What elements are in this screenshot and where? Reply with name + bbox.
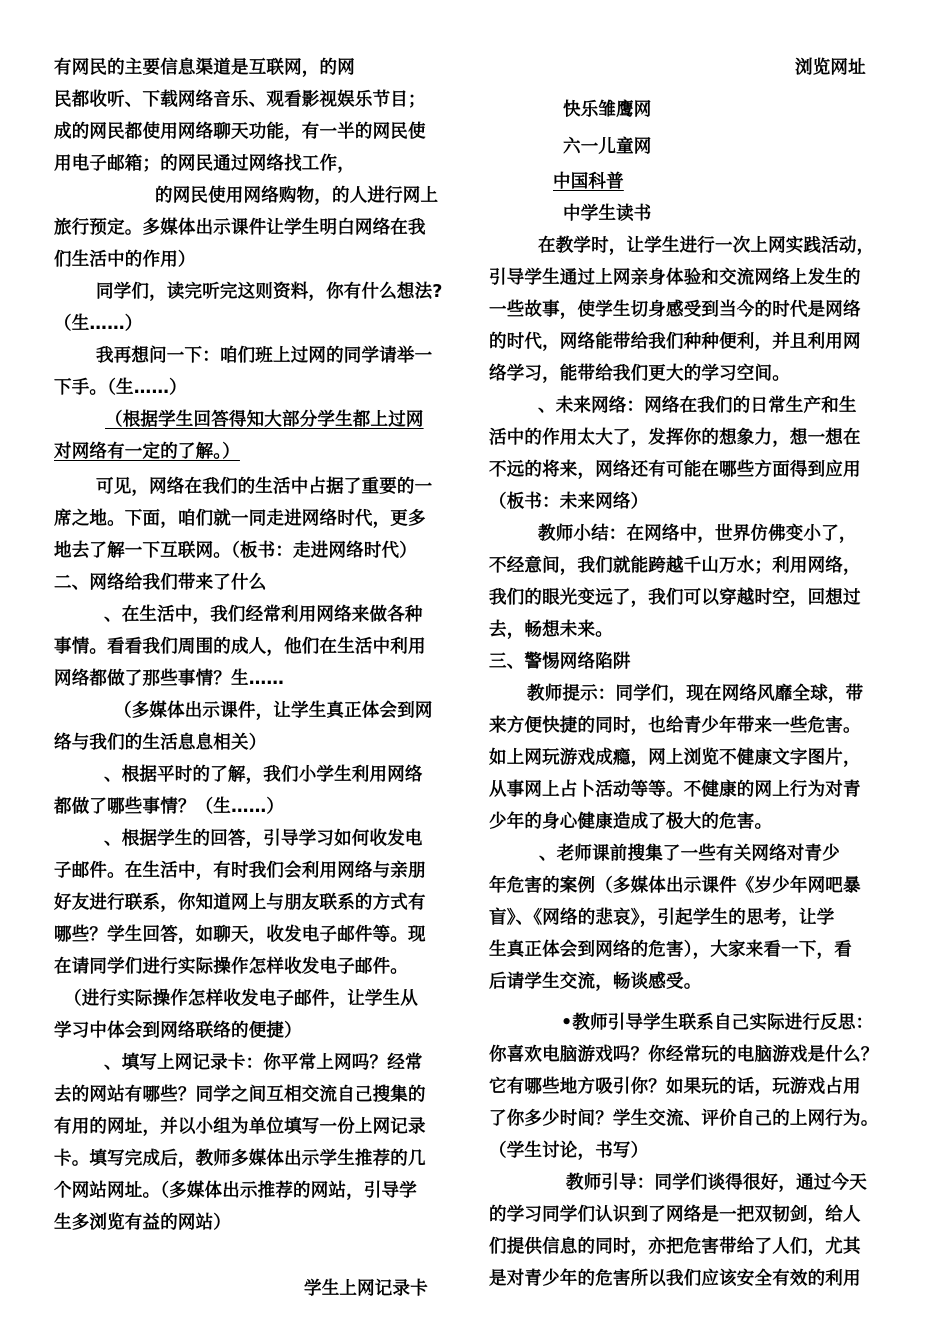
text-line: 我再想问一下：咱们班上过网的同学请举一 <box>96 346 433 366</box>
text-line: 有用的网址，并以小组为单位填写一份上网记录 <box>54 1117 426 1137</box>
text-line: 子邮件。在生活中，有时我们会利用网络与亲朋 <box>54 861 426 881</box>
text-line: 事情。看看我们周围的成人，他们在生活中利用 <box>54 637 426 657</box>
table-header: 浏览网址 <box>795 58 866 78</box>
text-line: 来方便快捷的同时，也给青少年带来一些危害。 <box>489 716 861 736</box>
text-line: 个网站网址。（多媒体出示推荐的网站，引导学 <box>54 1181 417 1201</box>
bullet-line: •教师引导学生联系自己实际进行反思： <box>561 1013 874 1033</box>
text-line: 从事网上占卜活动等等。不健康的网上行为对青 <box>489 780 861 800</box>
text-line: 教师提示：同学们，现在网络风靡全球，带 <box>527 684 864 704</box>
text-line: 们生活中的作用） <box>54 250 196 270</box>
text-line: 我们的眼光变远了，我们可以穿越时空，回想过 <box>489 588 861 608</box>
text-line: 卡。填写完成后，教师多媒体出示学生推荐的几 <box>54 1149 426 1169</box>
underlined-note: （根据学生回答得知大部分学生都上过网 <box>105 410 424 430</box>
text-line: 不经意间，我们就能跨越千山万水；利用网络， <box>489 556 861 576</box>
text-line: 教师引导：同学们谈得很好，通过今天 <box>566 1173 867 1193</box>
text-line: 民都收听、下载网络音乐、观看影视娱乐节目； <box>54 90 426 110</box>
text-line: 络与我们的生活息息相关） <box>54 733 267 753</box>
website-name: 快乐雏鹰网 <box>563 100 652 120</box>
text-line: 用电子邮箱；的网民通过网络找工作， <box>54 154 355 174</box>
website-name: 中学生读书 <box>563 204 652 224</box>
text-line: 的网民使用网络购物，的人进行网上 <box>155 186 439 206</box>
website-name: 六一儿童网 <box>563 137 652 157</box>
text-line: 在教学时，让学生进行一次上网实践活动， <box>538 236 875 256</box>
text-line: 、老师课前搜集了一些有关网络对青少 <box>539 844 840 864</box>
text-line: 、根据学生的回答，引导学习如何收发电 <box>104 829 423 849</box>
text-line: 少年的身心健康造成了极大的危害。 <box>489 812 773 832</box>
text-line: 有网民的主要信息渠道是互联网，的网 <box>54 58 355 78</box>
section-heading: 二、网络给我们带来了什么 <box>54 573 267 593</box>
text-line: 它有哪些地方吸引你？如果玩的话，玩游戏占用 <box>489 1077 861 1097</box>
text-line: （板书：未来网络） <box>489 492 649 512</box>
text-line: 去，畅想未来。 <box>489 620 613 640</box>
text-line: 下手。（生……） <box>54 378 187 398</box>
text-line: （进行实际操作怎样收发电子邮件，让学生从 <box>64 989 418 1009</box>
text-line: 盲》、《网络的悲哀》，引起学生的思考，让学 <box>489 908 835 928</box>
text-line: 、填写上网记录卡：你平常上网吗？经常 <box>104 1053 423 1073</box>
text-line: 成的网民都使用网络聊天功能，有一半的网民使 <box>54 122 426 142</box>
card-title: 学生上网记录卡 <box>304 1279 428 1299</box>
text-line: 生真正体会到网络的危害），大家来看一下，看 <box>489 940 852 960</box>
text-line: 后请学生交流，畅谈感受。 <box>489 972 702 992</box>
text-line: 学习中体会到网络联络的便捷） <box>54 1021 302 1041</box>
text-line: 络学习，能带给我们更大的学习空间。 <box>489 364 790 384</box>
text-line: 教师小结：在网络中，世界仿佛变小了， <box>538 524 857 544</box>
text-line: 旅行预定。多媒体出示课件让学生明白网络在我 <box>54 218 426 238</box>
text-line: 一些故事，使学生切身感受到当今的时代是网络 <box>489 300 861 320</box>
text-line: 年危害的案例（多媒体出示课件《岁少年网吧暴 <box>489 876 861 896</box>
text-line: 活中的作用太大了，发挥你的想象力，想一想在 <box>489 428 861 448</box>
text-line: 引导学生通过上网亲身体验和交流网络上发生的 <box>489 268 861 288</box>
text-line: 如上网玩游戏成瘾，网上浏览不健康文字图片， <box>489 748 861 768</box>
section-heading: 三、警惕网络陷阱 <box>489 652 631 672</box>
text-line: 、未来网络：网络在我们的日常生产和生 <box>538 396 857 416</box>
text-line: （多媒体出示课件，让学生真正体会到网 <box>114 701 433 721</box>
text-line: 席之地。下面，咱们就一同走进网络时代，更多 <box>54 509 426 529</box>
text-line: 在请同学们进行实际操作怎样收发电子邮件。 <box>54 957 408 977</box>
text-line: 你喜欢电脑游戏吗？你经常玩的电脑游戏是什么？ <box>489 1045 879 1065</box>
text-line: 地去了解一下互联网。（板书：走进网络时代） <box>54 541 417 561</box>
text-line: 不远的将来，网络还有可能在哪些方面得到应用 <box>489 460 861 480</box>
text-line: 的学习同学们认识到了网络是一把双韧剑，给人 <box>489 1205 861 1225</box>
text-line: 了你多少时间？学生交流、评价自己的上网行为。 <box>489 1109 879 1129</box>
text-line: 哪些？学生回答，如聊天，收发电子邮件等。现 <box>54 925 426 945</box>
text-line: （生……） <box>54 314 143 334</box>
text-line: 、根据平时的了解，我们小学生利用网络 <box>104 765 423 785</box>
text-line: （学生讨论，书写） <box>489 1141 649 1161</box>
text-line: 的时代，网络能带给我们种种便利，并且利用网 <box>489 332 861 352</box>
text-line: 们提供信息的同时，亦把危害带给了人们，尤其 <box>489 1237 861 1257</box>
text-line: 生多浏览有益的网站） <box>54 1213 231 1233</box>
text-line: 好友进行联系，你知道网上与朋友联系的方式有 <box>54 893 426 913</box>
text-line: 都做了哪些事情？（生……） <box>54 797 285 817</box>
text-line: 同学们，读完听完这则资料，你有什么想法? <box>96 282 443 302</box>
text-line: 网络都做了那些事情？生…… <box>54 669 285 689</box>
text-line: 是对青少年的危害所以我们应该安全有效的利用 <box>489 1269 861 1289</box>
website-name: 中国科普 <box>553 172 624 192</box>
text-line: 、在生活中，我们经常利用网络来做各种 <box>104 605 423 625</box>
text-line: 可见，网络在我们的生活中占据了重要的一 <box>96 477 433 497</box>
text-line: 去的网站有哪些？同学之间互相交流自己搜集的 <box>54 1085 426 1105</box>
underlined-note: 对网络有一定的了解。） <box>54 442 240 462</box>
